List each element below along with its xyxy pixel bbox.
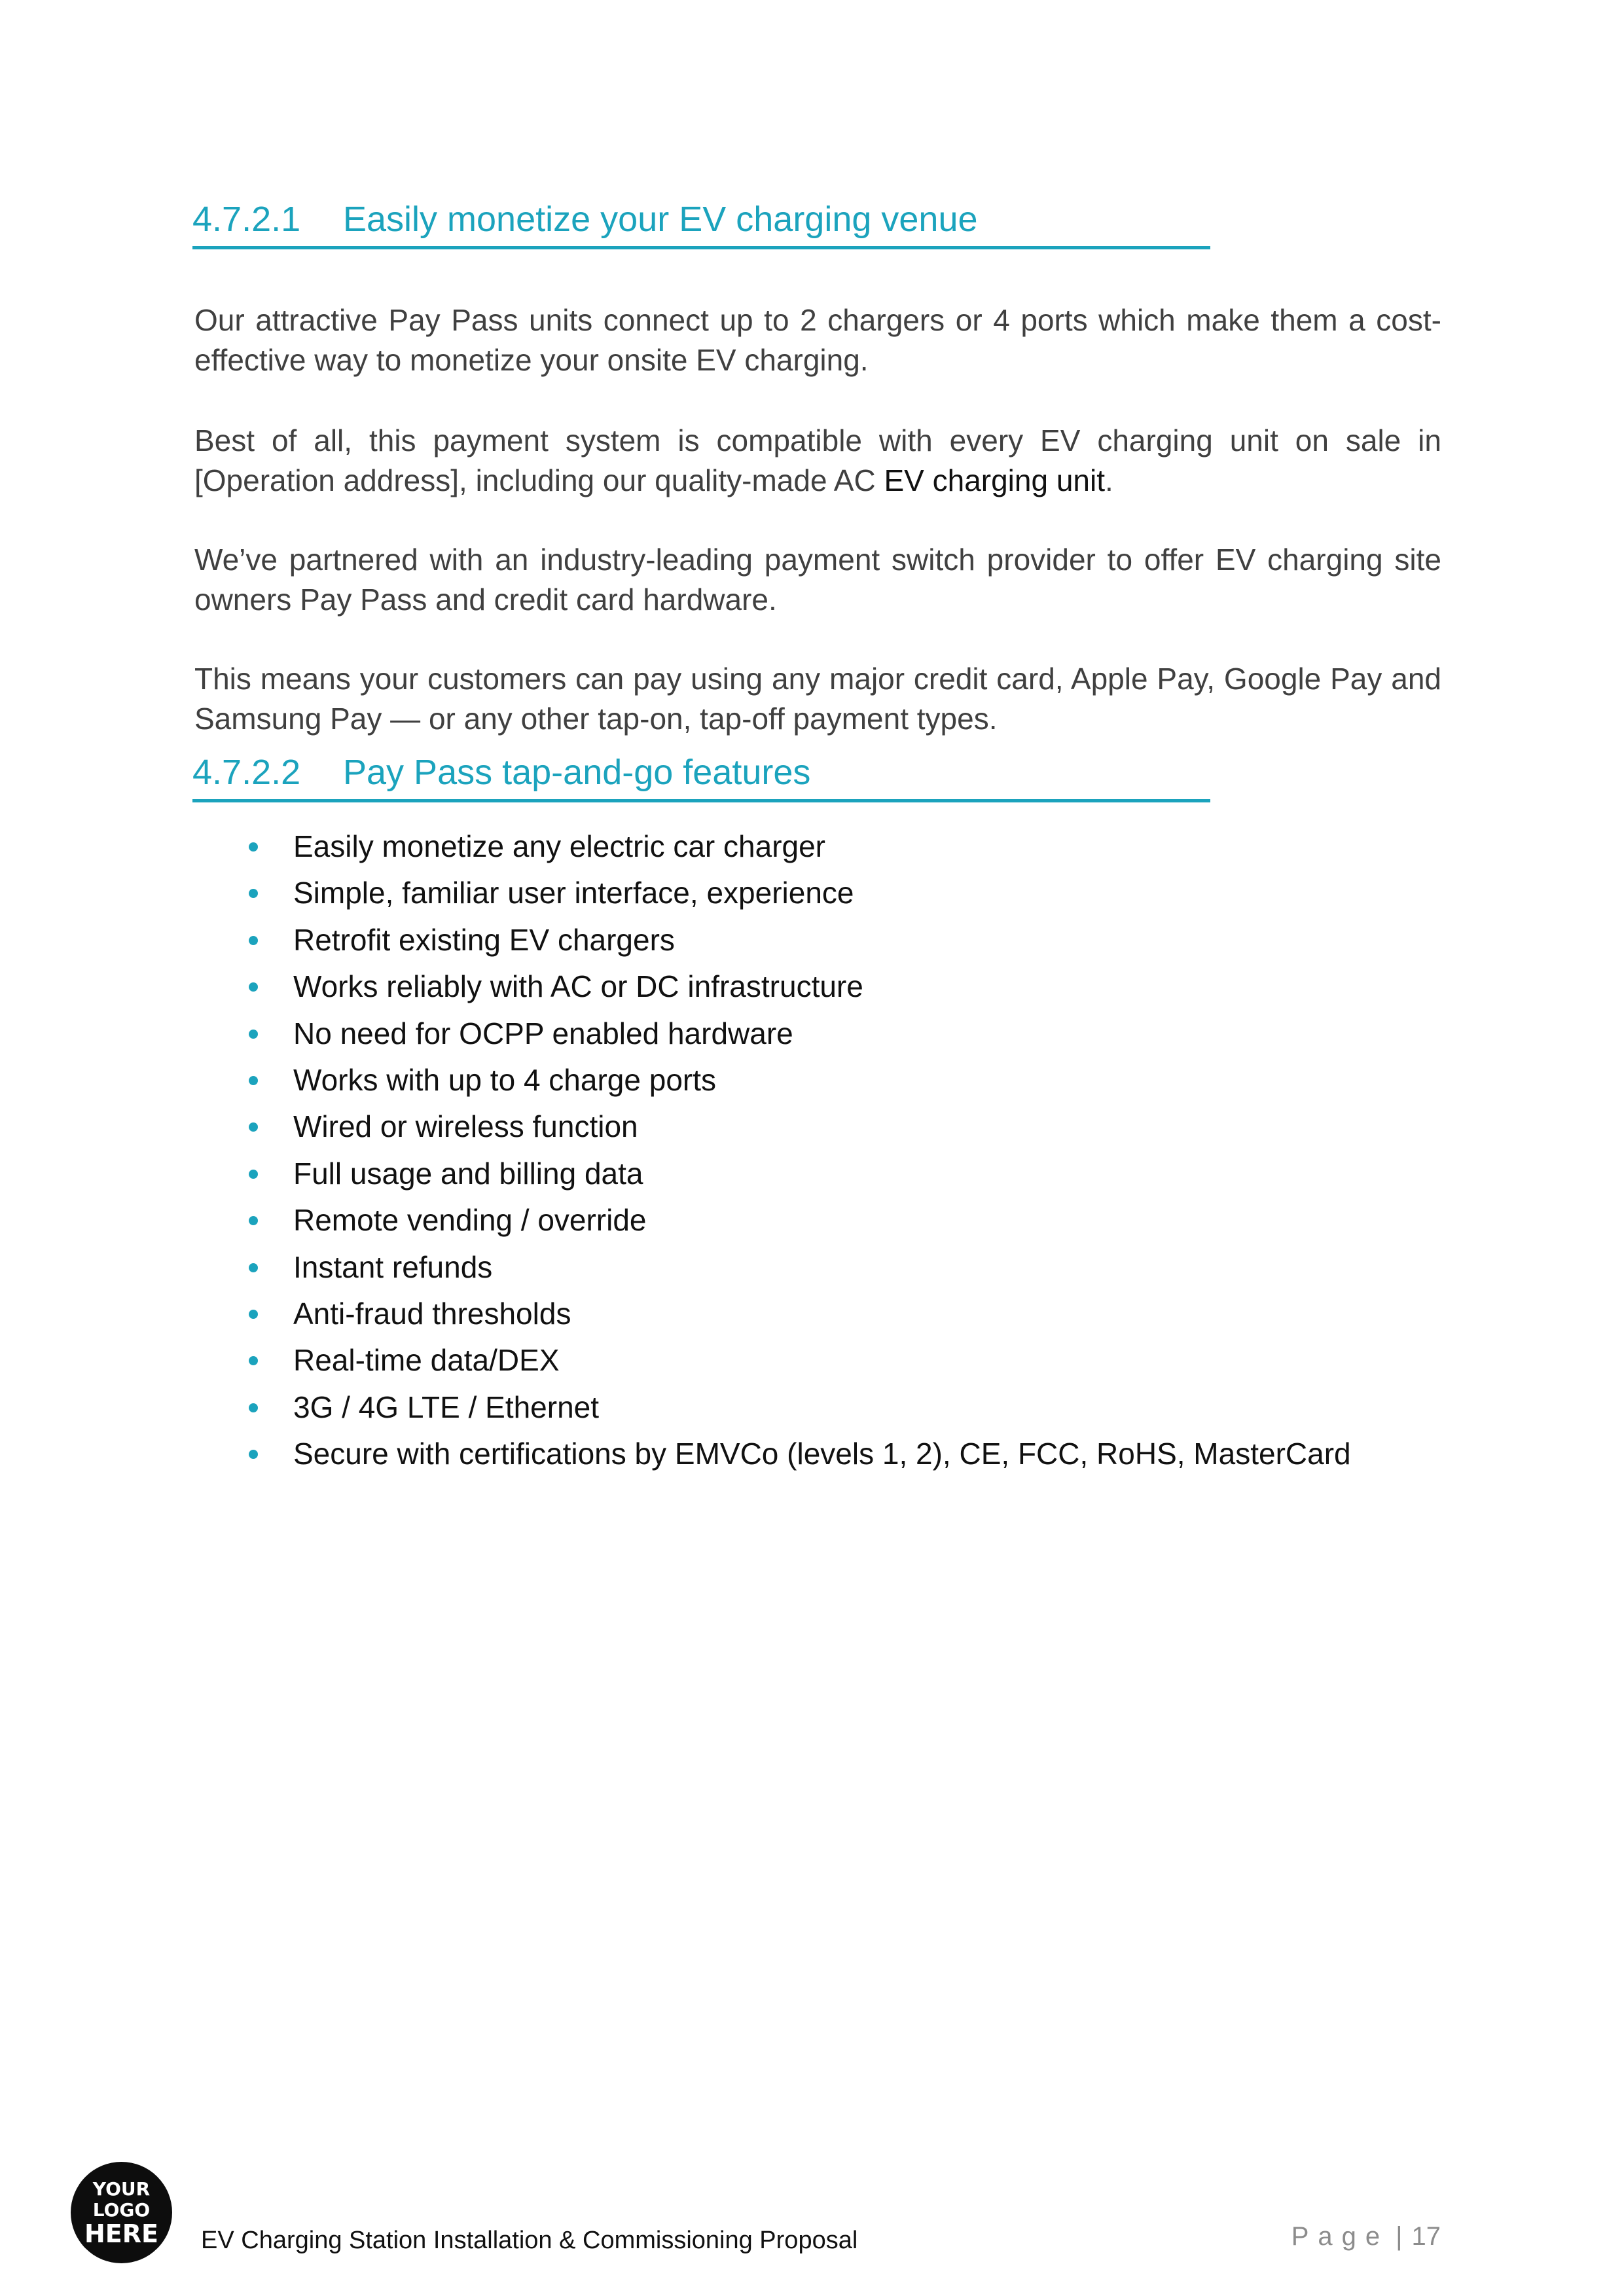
list-item: Instant refunds [249, 1244, 1351, 1291]
section-title: Easily monetize your EV charging venue [343, 200, 978, 239]
list-item: Simple, familiar user interface, experience [249, 870, 1351, 916]
bullet-icon [249, 842, 258, 852]
bullet-icon [249, 1122, 258, 1132]
list-item: Works reliably with AC or DC infrastructure [249, 963, 1351, 1010]
list-item: No need for OCPP enabled hardware [249, 1011, 1351, 1057]
page-number: 17 [1411, 2222, 1441, 2251]
list-item: Anti-fraud thresholds [249, 1291, 1351, 1337]
bullet-icon [249, 1076, 258, 1085]
section-heading-4-7-2-2 [192, 749, 1210, 802]
bullet-icon [249, 1356, 258, 1365]
page-separator: | [1396, 2222, 1403, 2251]
paragraph-compatibility [194, 421, 1441, 501]
bullet-icon [249, 889, 258, 898]
paragraph-payment-types: This means your customers can pay using any major credit card, Apple Pay, Google Pay and Samsung Pay — or any other tap-on, tap-off payment types. [194, 662, 1441, 736]
list-item: Secure with certifications by EMVCo (levels 1, 2), CE, FCC, RoHS, MasterCard [249, 1431, 1351, 1477]
features-list [249, 823, 1351, 1477]
bullet-icon [249, 1403, 258, 1412]
footer-page-number [1291, 2220, 1441, 2253]
bullet-icon [249, 1216, 258, 1225]
paragraph-text: Best of all, this payment system is compatible with every EV charging unit on sale in [Operation address], including our quality-made AC [194, 423, 1441, 497]
bullet-icon [249, 1030, 258, 1039]
section-heading-4-7-2-1 [192, 196, 1210, 249]
list-item: Retrofit existing EV chargers [249, 917, 1351, 963]
paragraph-pay-pass-intro: Our attractive Pay Pass units connect up to 2 chargers or 4 ports which make them a cost-effective way to monetize your onsite EV charging. [194, 303, 1441, 377]
list-item: Works with up to 4 charge ports [249, 1057, 1351, 1103]
bullet-icon [249, 982, 258, 992]
ev-charging-unit-link[interactable]: EV charging unit [884, 463, 1106, 497]
paragraph-text: . [1105, 463, 1113, 497]
bullet-icon [249, 1170, 258, 1179]
bullet-icon [249, 936, 258, 945]
page-label: Page [1291, 2222, 1390, 2251]
list-item: 3G / 4G LTE / Ethernet [249, 1384, 1351, 1431]
bullet-icon [249, 1310, 258, 1319]
bullet-icon [249, 1450, 258, 1459]
bullet-icon [249, 1263, 258, 1272]
list-item: Easily monetize any electric car charger [249, 823, 1351, 870]
section-number: 4.7.2.1 [192, 200, 301, 239]
list-item: Full usage and billing data [249, 1151, 1351, 1197]
paragraph-partnership: We’ve partnered with an industry-leading payment switch provider to offer EV charging site owners Pay Pass and credit card hardware. [194, 543, 1441, 617]
company-logo: YOUR LOGO HERE [71, 2162, 172, 2263]
list-item: Wired or wireless function [249, 1103, 1351, 1150]
list-item: Remote vending / override [249, 1197, 1351, 1244]
section-number: 4.7.2.2 [192, 753, 301, 792]
list-item: Real-time data/DEX [249, 1337, 1351, 1384]
section-title: Pay Pass tap-and-go features [343, 753, 811, 792]
footer-document-title: EV Charging Station Installation & Commissioning Proposal [201, 2227, 858, 2254]
